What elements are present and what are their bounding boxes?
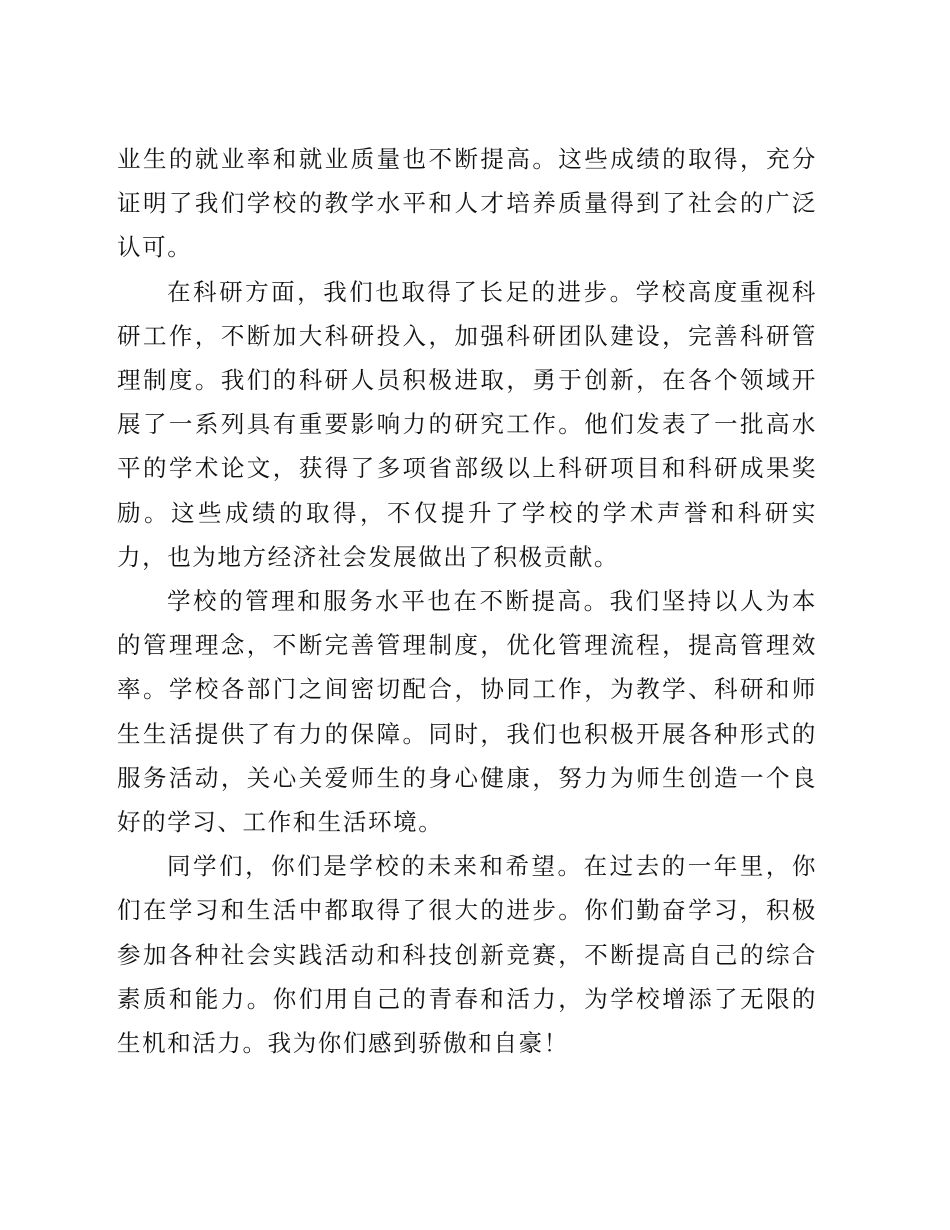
paragraph-research: 在科研方面，我们也取得了长足的进步。学校高度重视科研工作，不断加大科研投入，加强科研团队建设，完善科研管理制度。我们的科研人员积极进取，勇于创新，在各个领域开展了一系列具有重要影响力的研究工作。他们发表了一批高水平的学术论文，获得了多项省部级以上科研项目和科研成果奖励。这些成绩的取得，不仅提升了学校的学术声誉和科研实力，也为地方经济社会发展做出了积极贡献。 xyxy=(117,277,817,571)
paragraph-employment-continuation: 业生的就业率和就业质量也不断提高。这些成绩的取得，充分证明了我们学校的教学水平和人才培养质量得到了社会的广泛认可。 xyxy=(117,145,817,262)
paragraph-management-service: 学校的管理和服务水平也在不断提高。我们坚持以人为本的管理理念，不断完善管理制度，优化管理流程，提高管理效率。学校各部门之间密切配合，协同工作，为教学、科研和师生生活提供了有力的保障。同时，我们也积极开展各种形式的服务活动，关心关爱师生的身心健康，努力为师生创造一个良好的学习、工作和生活环境。 xyxy=(117,587,817,837)
document-body xyxy=(117,137,817,1065)
paragraph-students: 同学们，你们是学校的未来和希望。在过去的一年里，你们在学习和生活中都取得了很大的进步。你们勤奋学习，积极参加各种社会实践活动和科技创新竞赛，不断提高自己的综合素质和能力。你们用自己的青春和活力，为学校增添了无限的生机和活力。我为你们感到骄傲和自豪！ xyxy=(117,852,817,1058)
